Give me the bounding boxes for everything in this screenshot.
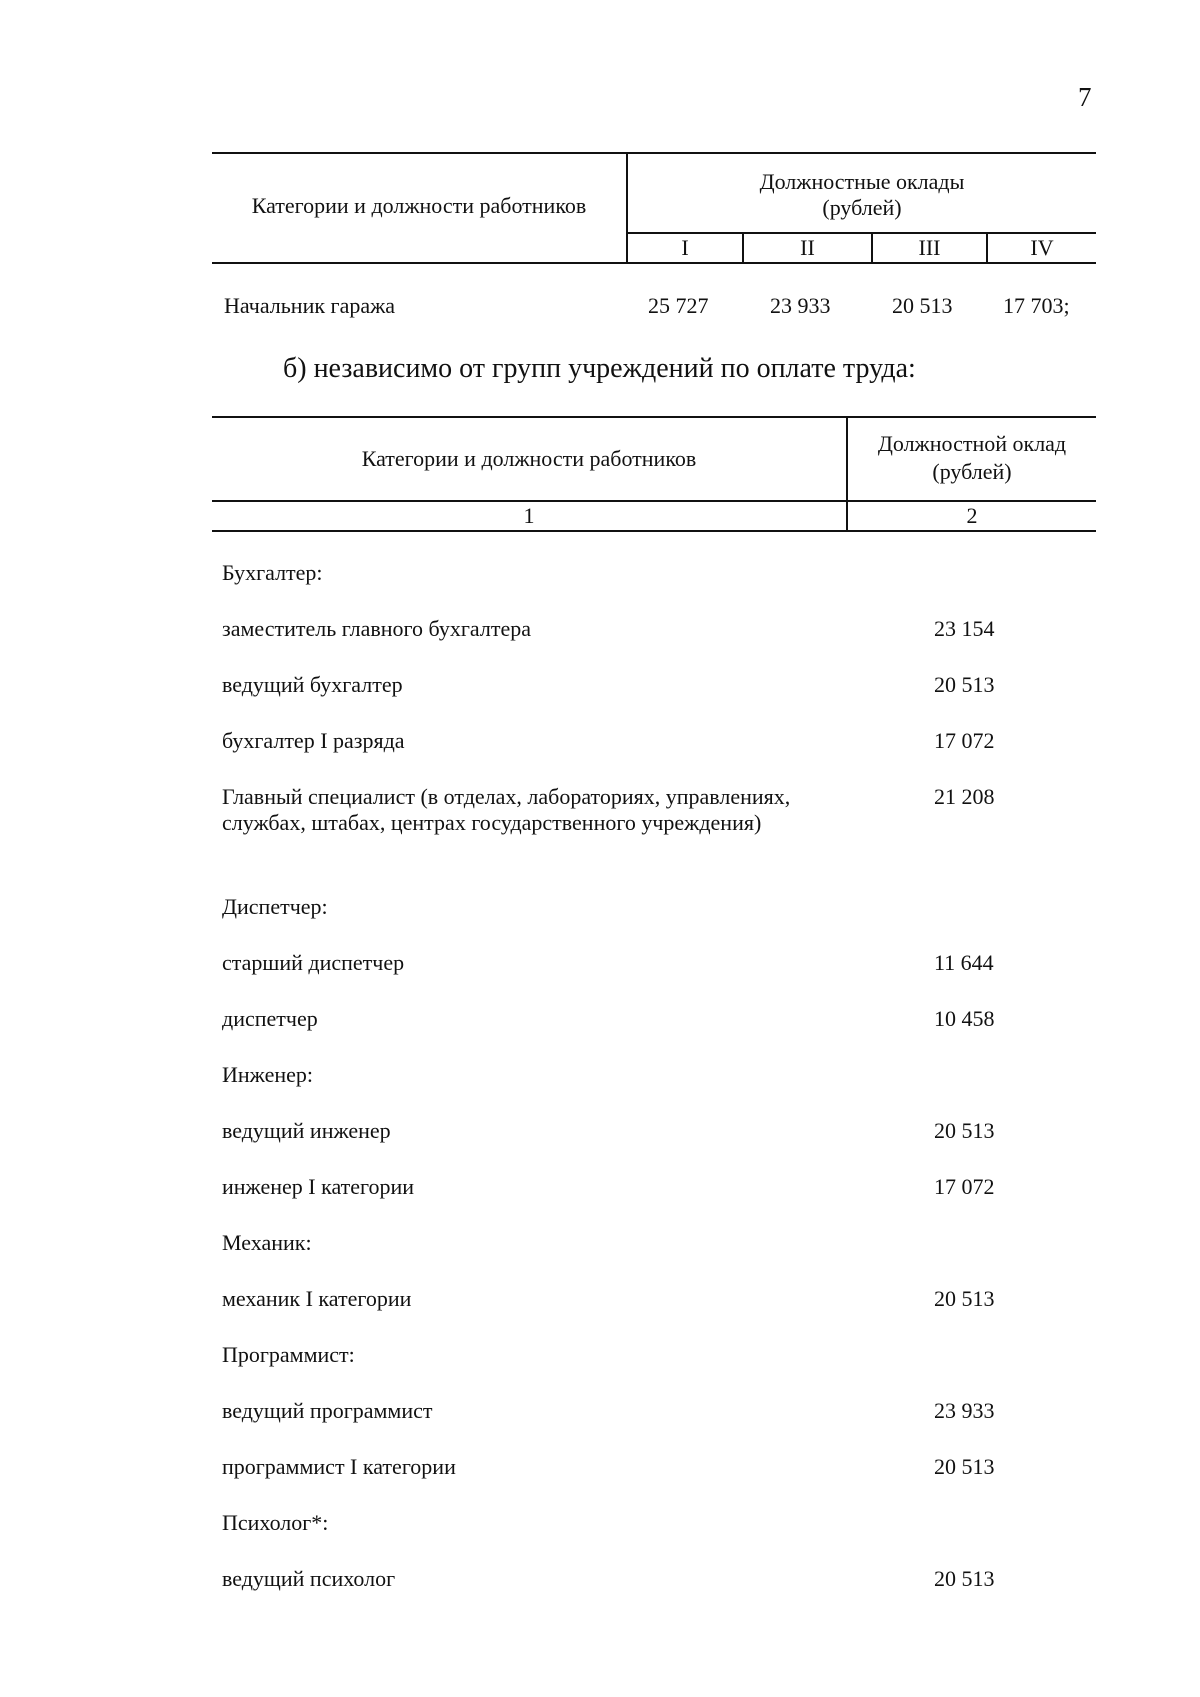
- row-label: Инженер:: [222, 1062, 313, 1087]
- row-label: Главный специалист (в отделах, лабораториях, управлениях, службах, штабах, центрах государственного учреждения): [222, 784, 791, 835]
- row-label: бухгалтер I разряда: [222, 728, 405, 753]
- header-salary-unit: (рублей): [932, 459, 1012, 484]
- page-number: 7: [1078, 82, 1092, 112]
- row-value: 23 933: [934, 1398, 995, 1423]
- section-subtitle: б) независимо от групп учреждений по оплате труда:: [283, 353, 916, 384]
- table-top-rule: [212, 416, 1096, 418]
- row-label: Диспетчер:: [222, 894, 328, 919]
- row-label: инженер I категории: [222, 1174, 415, 1199]
- row-value: 23 154: [934, 616, 995, 641]
- salary-table-header: [212, 416, 1096, 532]
- header-salary: Должностной оклад: [877, 431, 1067, 456]
- value-group-I: 25 727: [648, 293, 709, 318]
- row-label: диспетчер: [222, 1006, 318, 1031]
- group-header-II: II: [800, 235, 815, 260]
- row-label: Программист:: [222, 1342, 355, 1367]
- header-salaries-unit: (рублей): [822, 195, 902, 220]
- row-label: механик I категории: [222, 1286, 412, 1311]
- row-value: 20 513: [934, 672, 995, 697]
- row-value: 11 644: [934, 950, 994, 975]
- column-number-1: 1: [523, 503, 535, 528]
- row-label: Психолог*:: [222, 1510, 329, 1535]
- row-value: 20 513: [934, 1454, 995, 1479]
- table-header-bottom-rule: [212, 262, 1096, 264]
- row-label: ведущий бухгалтер: [222, 672, 403, 697]
- column-numbers-bottom-rule: [212, 530, 1096, 532]
- row-value: 20 513: [934, 1566, 995, 1591]
- header-category: Категории и должности работников: [251, 193, 587, 218]
- row-label: программист I категории: [222, 1454, 456, 1479]
- row-label: заместитель главного бухгалтера: [222, 616, 531, 641]
- column-number-2: 2: [966, 503, 978, 528]
- group-header-I: I: [681, 235, 689, 260]
- value-group-III: 20 513: [892, 293, 953, 318]
- table-top-rule: [212, 152, 1096, 154]
- group-header-III: III: [918, 235, 941, 260]
- row-label: ведущий инженер: [222, 1118, 391, 1143]
- row-value: 21 208: [934, 784, 995, 809]
- value-group-II: 23 933: [770, 293, 831, 318]
- row-value: 20 513: [934, 1118, 995, 1143]
- row-label: ведущий психолог: [222, 1566, 396, 1591]
- row-label: Бухгалтер:: [222, 560, 323, 585]
- header-salaries: Должностные оклады: [759, 169, 965, 194]
- salary-table-by-group-header: [212, 152, 1096, 264]
- row-label: Начальник гаража: [224, 293, 396, 318]
- row-value: 10 458: [934, 1006, 995, 1031]
- header-category: Категории и должности работников: [361, 446, 697, 471]
- row-value: 17 072: [934, 1174, 995, 1199]
- group-header-IV: IV: [1030, 235, 1054, 260]
- row-value: 20 513: [934, 1286, 995, 1311]
- row-value: 17 072: [934, 728, 995, 753]
- row-label: старший диспетчер: [222, 950, 405, 975]
- value-group-IV: 17 703;: [1003, 293, 1070, 318]
- row-label: Механик:: [222, 1230, 312, 1255]
- row-label: ведущий программист: [222, 1398, 433, 1423]
